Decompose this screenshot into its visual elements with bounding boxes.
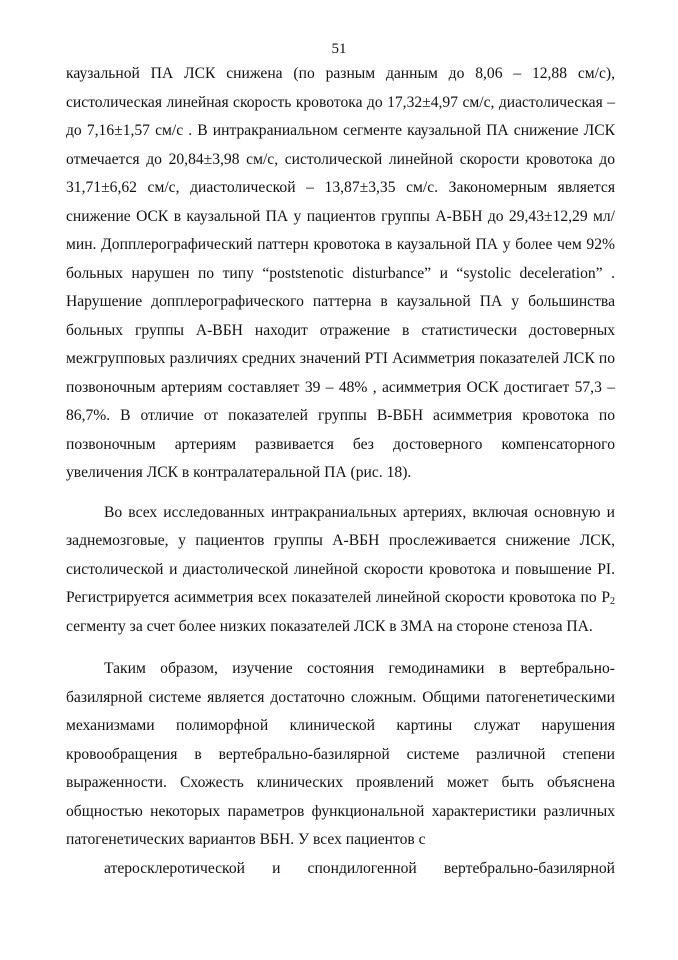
paragraph-3-text: Таким образом, изучение состояния гемодинамики в вертебрально-базилярной системе является достаточно сложным. Общими патогенетическими механизмами полиморфной клинической картины служат нарушения кровообращения в вертебрально-базилярной системе различной степени выраженности. Схожесть клинических проявлений может быть объяснена общностью некоторых параметров функциональной характеристики различных патогенетических вариантов ВБН. У всех пациентов с xyxy=(66,660,615,848)
page-body xyxy=(66,60,615,883)
paragraph-3-last-line: атеросклеротической и спондилогенной вертебрально-базилярной xyxy=(104,859,615,877)
paragraph-2-text-before: Во всех исследованных интракраниальных артериях, включая основную и заднемозговые, у пациентов группы А-ВБН прослеживается снижение ЛСК, систолической и диастолической линейной скорости кровотока и повышение PI. Регистрируется асимметрия всех показателей линейной скорости кровотока по P xyxy=(66,503,615,606)
paragraph-2-text-after: сегменту за счет более низких показателей ЛСК в ЗМА на стороне стеноза ПА. xyxy=(66,617,593,635)
paragraph-3 xyxy=(66,655,615,883)
page-number: 51 xyxy=(331,41,347,57)
paragraph-2 xyxy=(66,499,615,642)
paragraph-1: каузальной ПА ЛСК снижена (по разным данным до 8,06 – 12,88 см/с), систолическая линейная скорость кровотока до 17,32±4,97 см/с, диастолическая – до 7,16±1,57 см/с . В интракраниальном сегменте каузальной ПА снижение ЛСК отмечается до 20,84±3,98 см/с, систолической линейной скорости кровотока до 31,71±6,62 см/с, диастолической – 13,87±3,35 см/с. Закономерным является снижение ОСК в каузальной ПА у пациентов группы А-ВБН до 29,43±12,29 мл/мин. Допплерографический паттерн кровотока в каузальной ПА у более чем 92% больных нарушен по типу “poststenotic disturbance” и “systolic deceleration” . Нарушение допплерографического паттерна в каузальной ПА у большинства больных группы А-ВБН находит отражение в статистически достоверных межгрупповых различиях средних значений PTI Асимметрия показателей ЛСК по позвоночным артериям составляет 39 – 48% , асимметрия ОСК достигает 57,3 – 86,7%. В отличие от показателей группы В-ВБН асимметрия кровотока по позвоночным артериям развивается без достоверного компенсаторного увеличения ЛСК в контралатеральной ПА (рис. 18). xyxy=(66,65,615,481)
segment-subscript: 2 xyxy=(610,596,615,607)
